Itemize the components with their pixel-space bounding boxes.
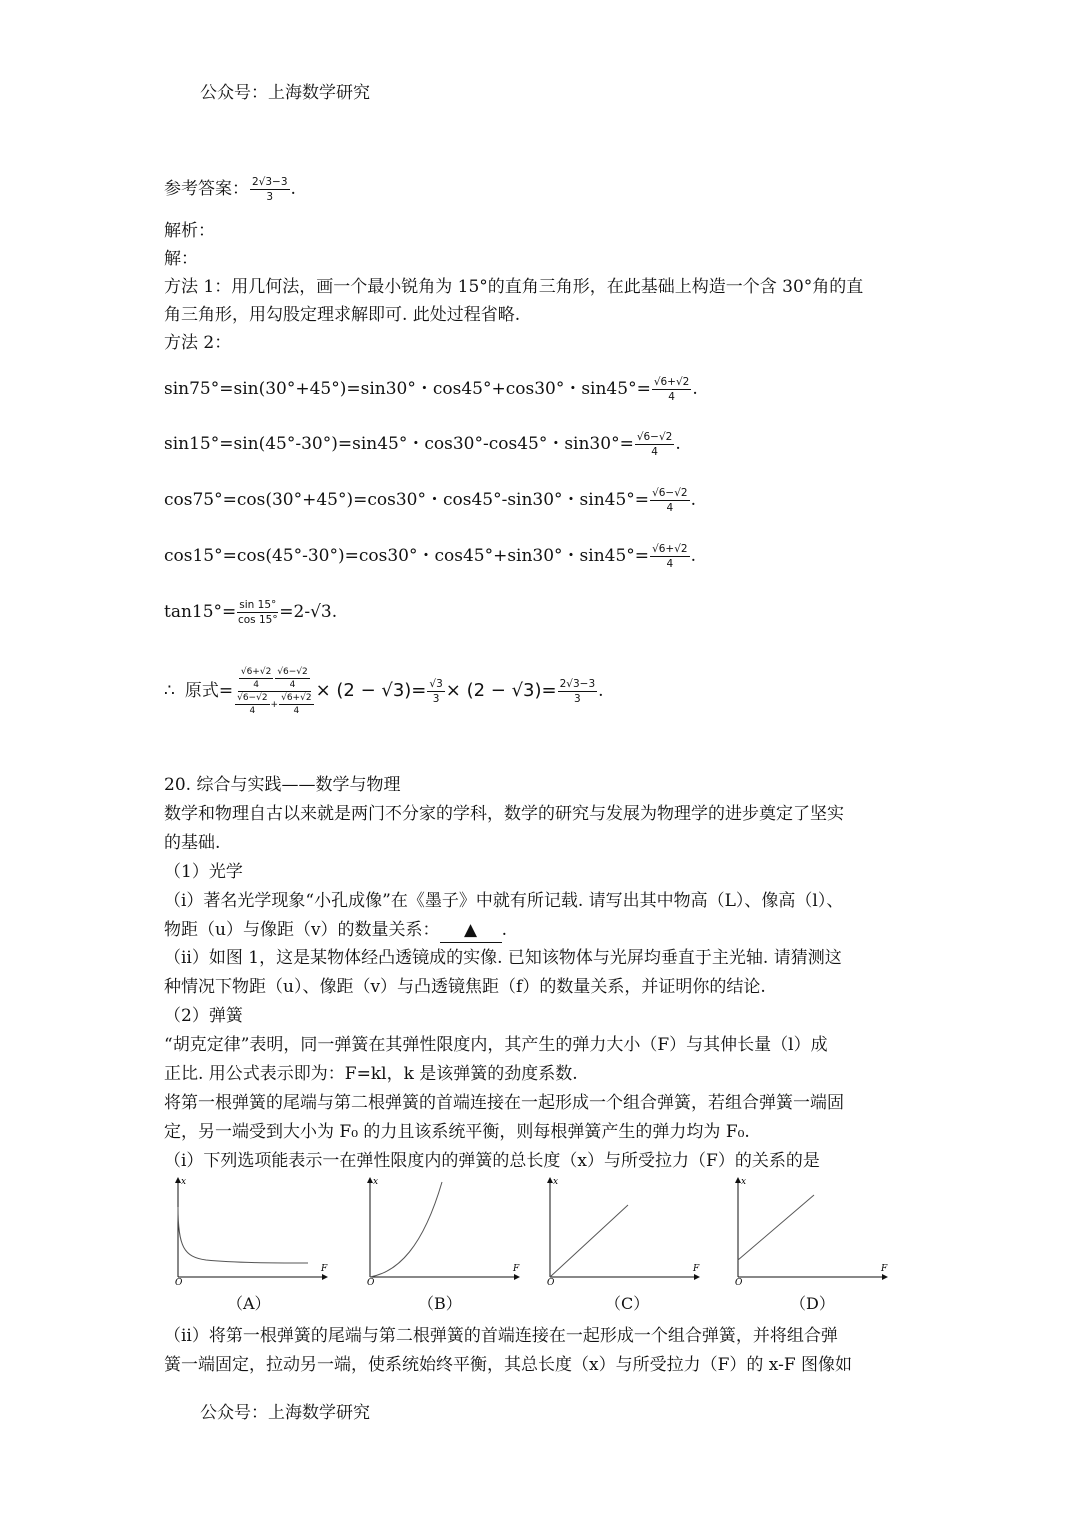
x-axis-label: F [513,1264,520,1274]
eq-cos75-fraction: $\frac{√6-√2}{4}$ [652,487,688,514]
eq-cos75: cos75°=cos(30°+45°)=cos30°・cos45°-sin30°・sin45°= $\frac{√6-√2}{4}$ . [164,487,697,514]
y-axis-label: x [741,1177,747,1187]
option-a-label: （A） [227,1294,271,1313]
page-header: 公众号：上海数学研究 [200,83,370,103]
q20-section-optics: （1）光学 [164,862,243,882]
eq-sin15-fraction: $\frac{√6-√2}{4}$ [636,431,673,458]
q20-combo-line1: 将第一根弹簧的尾端与第二根弹簧的首端连接在一起形成一个组合弹簧，若组合弹簧一端固 [164,1093,844,1113]
eq-sin15: sin15°=sin(45°-30°)=sin45°・cos30°-cos45°・sin30°= $\frac{√6-√2}{4}$ . [164,431,681,458]
method2-label: 方法 2： [164,333,232,353]
line-through-origin [550,1205,628,1277]
origin-label: O [547,1278,555,1287]
option-b-label: （B） [418,1294,462,1313]
q20-optics-i-line1: （i）著名光学现象“小孔成像”在《墨子》中就有所记载. 请写出其中物高（L）、像高（l）、 [164,891,844,911]
origin-label: O [367,1278,375,1287]
q20-intro-1: 数学和物理自古以来就是两门不分家的学科，数学的研究与发展为物理学的进步奠定了坚实 [164,804,844,824]
x-arrow-icon [882,1274,888,1280]
eq-cos15-fraction: $\frac{√6+√2}{4}$ [652,543,688,570]
curve-parabola [370,1182,442,1277]
q20-intro-2: 的基础. [164,833,221,853]
page-footer: 公众号：上海数学研究 [200,1403,370,1423]
q20-section-spring: （2）弹簧 [164,1006,243,1026]
eq-sin75-fraction: $\frac{√6+√2}{4}$ [653,376,690,403]
q20-spring-i: （i）下列选项能表示一在弹性限度内的弹簧的总长度（x）与所受拉力（F）的关系的是 [164,1151,820,1171]
x-arrow-icon [514,1274,520,1280]
q20-spring-ii-line1: （ii）将第一根弹簧的尾端与第二根弹簧的首端连接在一起形成一个组合弹簧，并将组合弹 [164,1326,838,1346]
option-d-label: （D） [790,1294,835,1313]
q20-optics-i-line2: 物距（u）与像距（v）的数量关系： ▲ . [164,918,507,943]
y-axis-label: x [553,1177,559,1187]
q20-hooke-line2: 正比. 用公式表示即为：F=kl，k 是该弹簧的劲度系数. [164,1064,578,1084]
method1-line2: 角三角形，用勾股定理求解即可. 此处过程省略. [164,305,521,325]
answer-label: 参考答案： [164,179,249,199]
answer-blank: ▲ [440,918,502,943]
q20-hooke-line1: “胡克定律”表明，同一弹簧在其弹性限度内，其产生的弹力大小（F）与其伸长量（l）成 [164,1035,828,1055]
q20-optics-ii-line2: 种情况下物距（u）、像距（v）与凸透镜焦距（f）的数量关系，并证明你的结论. [164,977,766,997]
eq-tan15-fraction: $\frac{\sin 15^\circ}{\cos 15^\circ}$ [237,599,278,626]
y-axis-label: x [181,1177,187,1187]
q20-combo-line2: 定，另一端受到大小为 F₀ 的力且该系统平衡，则每根弹簧产生的弹力均为 F₀. [164,1122,750,1142]
x-axis-label: F [693,1264,700,1274]
answer-line: 参考答案： $\frac{2√3-3}{3}$ . [164,176,296,203]
option-c-label: （C） [605,1294,650,1313]
x-axis-label: F [321,1264,328,1274]
x-axis-label: F [881,1264,888,1274]
q20-optics-ii-line1: （ii）如图 1，这是某物体经凸透镜成的实像. 已知该物体与光屏均垂直于主光轴. 请猜测这 [164,948,842,968]
curve-decreasing [178,1207,308,1263]
x-arrow-icon [694,1274,700,1280]
line-with-intercept [738,1195,814,1260]
eq-tan15: tan15°= $\frac{\sin 15^\circ}{\cos 15^\circ}$ =2-√3. [164,599,338,626]
option-a-graph [166,1172,336,1287]
option-c-graph [538,1172,708,1287]
y-axis-label: x [373,1177,379,1187]
eq-sin75: sin75°=sin(30°+45°)=sin30°・cos45°+cos30°・sin45°= $\frac{√6+√2}{4}$ . [164,376,698,403]
analysis-label: 解析： [164,221,215,241]
x-arrow-icon [322,1274,328,1280]
answer-fraction: $\frac{2√3-3}{3}$ [252,176,288,203]
final-expression: ∴ 原式= $\frac{√6+√2}{4}$ $\frac{√6-√2}{4}$ $\frac{√6-√2}{4}$ + $\frac{√6+√2}{4}$ × (2 − √3)= $\frac{√3}{3}$ × (2 − √3)= $\frac{2√3-3}{3}$ . [164,667,604,716]
q20-spring-ii-line2: 簧一端固定，拉动另一端，使系统始终平衡，其总长度（x）与所受拉力（F）的 x-F 图像如 [164,1355,853,1375]
option-d-graph [726,1172,896,1287]
eq-cos15: cos15°=cos(45°-30°)=cos30°・cos45°+sin30°・sin45°= $\frac{√6+√2}{4}$ . [164,543,697,570]
method1-line1: 方法 1：用几何法，画一个最小锐角为 15°的直角三角形，在此基础上构造一个含 30°角的直 [164,277,864,297]
origin-label: O [175,1278,183,1287]
origin-label: O [735,1278,743,1287]
q20-title: 20. 综合与实践——数学与物理 [164,775,401,795]
option-b-graph [358,1172,528,1287]
final-compound-fraction: $\frac{√6+√2}{4}$ $\frac{√6-√2}{4}$ $\frac{√6-√2}{4}$ + $\frac{√6+√2}{4}$ [237,667,312,716]
solution-label: 解： [164,249,198,269]
